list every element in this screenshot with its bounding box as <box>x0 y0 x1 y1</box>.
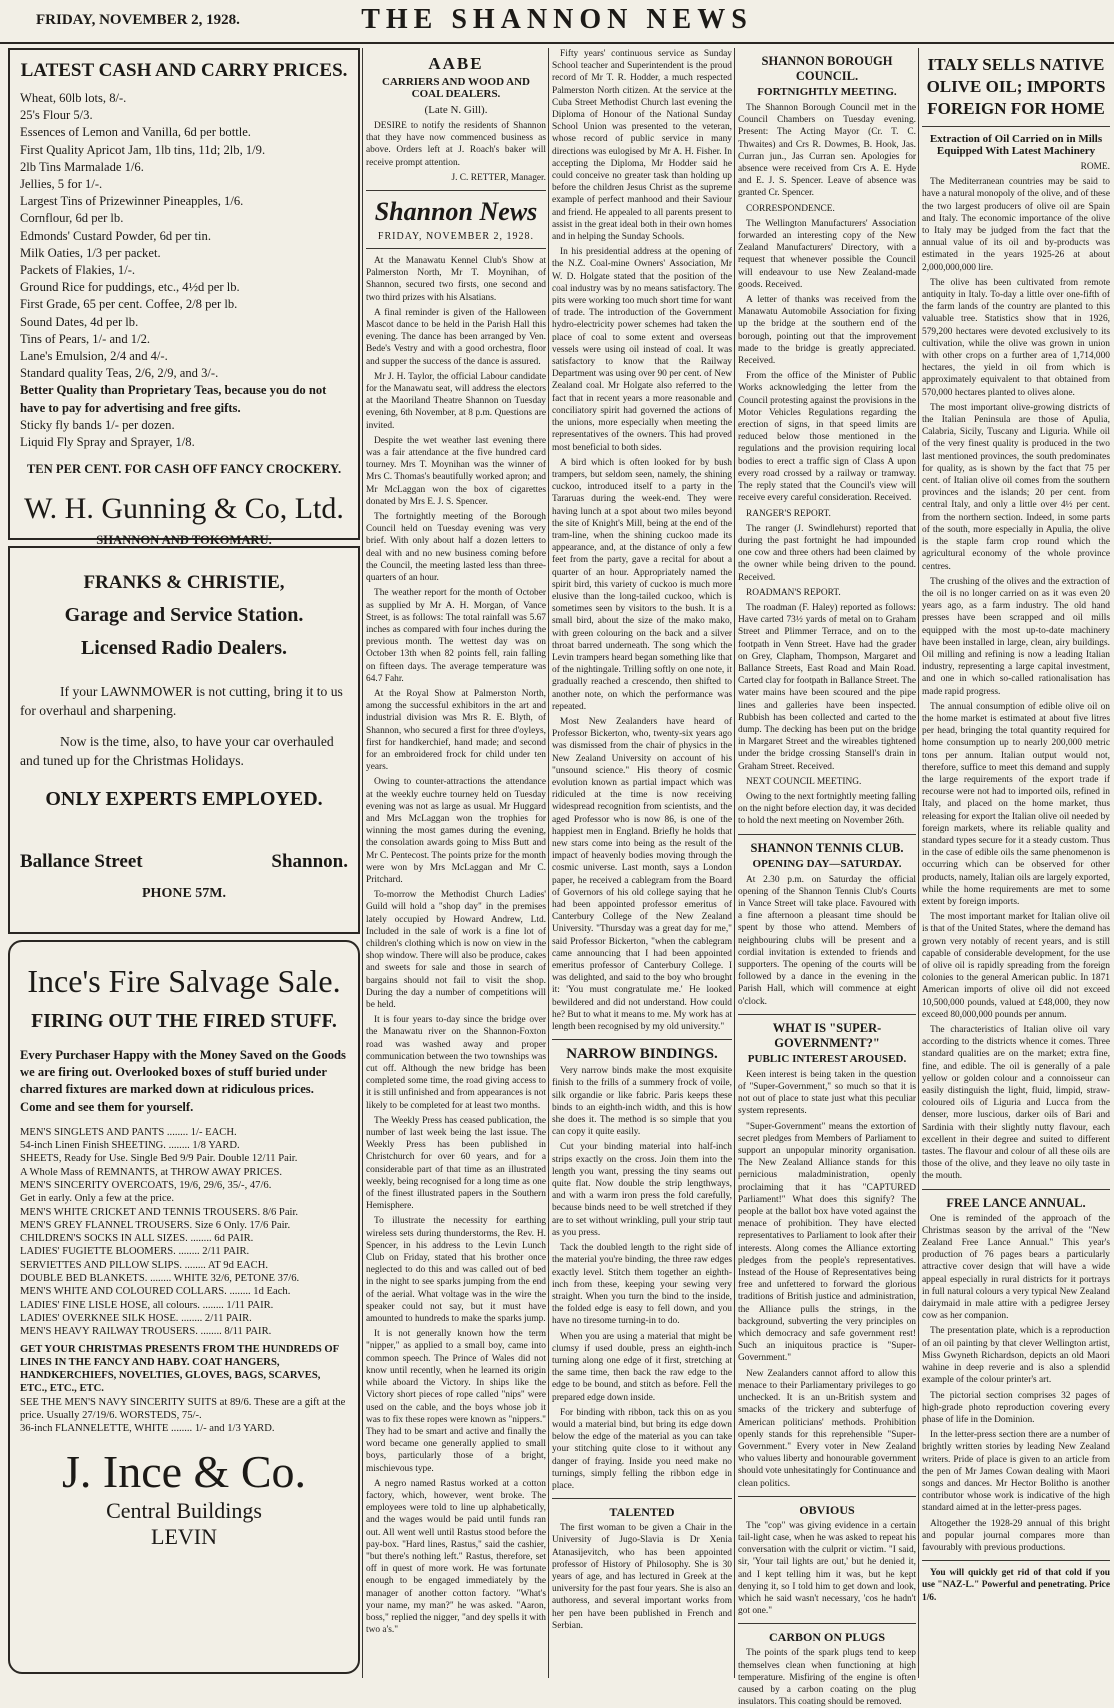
sale-item: MEN'S WHITE CRICKET AND TENNIS TROUSERS. 8/6 Pair. <box>20 1206 299 1218</box>
ad-franks-address <box>20 851 348 873</box>
news-paragraph: CORRESPONDENCE. <box>746 203 835 214</box>
news-paragraph: From the office of the Minister of Public Works acknowledging the letter from the Council protesting against the provisions in the Motor Vehicles Regulations regarding the erection of signs, in that speed limits are reduced below those mentioned in the regulations and the provision requiring local bodies to erect a traffic sign of Class A upon every road crossed by a railway or tramway. The reply stated that the Council's view will receive every careful consideration. Received. <box>738 371 916 504</box>
news-paragraph: Owing to the next fortnightly meeting falling on the night before election day, it was decided to hold the next meeting on November 26th. <box>738 791 916 827</box>
ad-gunning <box>8 48 360 548</box>
aabe-late: (Late N. Gill). <box>424 104 488 116</box>
ad-franks-street: Ballance Street <box>20 851 143 872</box>
col2-paragraphs <box>366 255 546 1636</box>
divider <box>366 248 546 249</box>
column-ads <box>8 48 360 1678</box>
price-line: 2lb Tins Marmalade 1/6. <box>20 159 144 174</box>
price-line: Packets of Flakies, 1/-. <box>20 263 136 278</box>
sale-item: MEN'S WHITE AND COLOURED COLLARS. ........ 1d Each. <box>20 1286 291 1298</box>
news-paragraph: Tack the doubled length to the right side of the material you're binding, the three raw edges exactly level. Stitch them together an eighth-inch from these, keeping your sewing very straight. When you turn the bind to the inside, the folded edge is easy to fell down, and you have no tiresome turning-in to do. <box>552 1243 732 1327</box>
news-paragraph: Cut your binding material into half-inch strips exactly on the cross. Join them into the length you want, pressing the tiny seams out quite flat. Now double the strip lengthways, and with a warm iron press the fold carefully, because binds need to be well stretched if they are to set without wrinkling, pull your strip taut as you press. <box>552 1142 732 1238</box>
tennis-para: At 2.30 p.m. on Saturday the official opening of the Shannon Tennis Club's Courts in Vance Street will take place. Favoured with a fine afternoon a pleasant time should be spent by those who attend. Members of neighbouring clubs will be present and a cordial invitation is extended to friends and supporters. The opening of the courts will be followed by a dance in the evening in the Parish Hall, which will commence at eight o'clock. <box>738 874 916 1007</box>
paper-title: Shannon News <box>374 197 538 227</box>
divider <box>552 1498 732 1499</box>
ad-gunning-price-list-2 <box>20 417 348 451</box>
news-paragraph: The annual consumption of edible olive oil on the home market is estimated at about five litres per head, bringing the total quantity required for home consumption up to nearly 200,000 metric tons per annum. Italian output would not, therefore, suffice to meet this demand and supply the large requirements of the export trade if recourse were not had to imported oils, refined in Italy, and placed on the home market, thus releasing for export the Italian olive oil needed by foreign markets, where its reliable quality and standard types secure for it a steady custom. Thus in the case of edible oils the same phenomenon is occurring which can be observed for other products, namely, Italian oils are largely exported, while the home requirements are met to some extent by foreign imports. <box>922 701 1110 907</box>
divider <box>922 1189 1110 1190</box>
sale-item: MEN'S SINGLETS AND PANTS ........ 1/- EACH. <box>20 1126 237 1138</box>
carbon-title: CARBON ON PLUGS <box>768 1630 885 1645</box>
news-paragraph: The fortnightly meeting of the Borough Council held on Tuesday evening was very brief. With only about half a dozen letters to deal with and no new business coming before the Council, the meeting lasted less than three-quarters of an hour. <box>366 512 546 584</box>
news-paragraph: NEXT COUNCIL MEETING. <box>746 776 862 787</box>
ad-gunning-firm: W. H. Gunning & Co, Ltd. <box>24 492 344 526</box>
news-paragraph: The pictorial section comprises 32 pages of high-grade photo reproduction covering every phase of life in the Dominion. <box>922 1390 1110 1425</box>
divider <box>738 834 916 835</box>
news-paragraph: The weather report for the month of October as supplied by Mr A. H. Morgan, of Vance Street, is as follows: The total rainfall was 5.67 inches as compared with four inches during the previous month. The wettest day was on October 13th when 82 points fell, rain falling on fifteen days. The average temperature was 64.7 Fahr. <box>366 588 546 684</box>
news-paragraph: The olive has been cultivated from remote antiquity in Italy. To-day a little over one-fifth of the farm lands of the country are planted to this valuable tree. Statistics show that in 1926, 579,200 hectares were devoted exclusively to its cultivation, while the olive was grown in union with other crops on a further area of 1,714,000 hectares, the yield in oil from which is approximately equivalent to that obtained from 570,000 hectares planted to olives alone. <box>922 277 1110 398</box>
news-paragraph: At the Royal Show at Palmerston North, among the successful exhibitors in the art and industrial division was Mrs R. E. Blyth, of Shannon, who secured a first for three d'oyleys, first for handkerchief, hand made; and second for an embroidered frock for child under ten years. <box>366 688 546 773</box>
sale-item: SERVIETTES AND PILLOW SLIPS. ........ AT 9d EACH. <box>20 1259 269 1271</box>
ad-ince-sub: FIRING OUT THE FIRED STUFF. <box>31 1010 337 1032</box>
price-line: Milk Oaties, 1/3 per packet. <box>20 245 161 260</box>
news-paragraph: The presentation plate, which is a reproduction of an oil painting by that clever Wellington artist, Miss Gwyneth Richardson, depicts an old Maori wahine in deep reverie and is also a splendid example of the colour printer's art. <box>922 1326 1110 1386</box>
news-paragraph: "Super-Government" means the extortion of secret pledges from Members of Parliament to support an unpopular minority organisation. The New Zealand Alliance stands for this pernicious maladministration, openly proclaiming that it has "CAPTURED Parliament!" What does this signify? The people at the ballot box have voted against the menace of prohibition. They have elected representatives to Parliament to look after their interests. Along comes the Alliance extorting pledges from the people's representatives. Instead of the House of Representatives being free and unfettered to forward the glorious traditions of British justice and administration, the Alliance pulls the strings, in the background, subverting the very principles on which democracy and safe government rest! Such an iniquitous practice is "Super-Government." <box>738 1121 916 1364</box>
news-paragraph: In the letter-press section there are a number of brightly written stories by leading New Zealand writers. Pride of place is given to an article from the pen of Mr James Cowan dealing with Maori songs and dances. Mr Hector Bolitho is another contributor whose work is indicative of the high standard aimed at in the letter-press pages. <box>922 1430 1110 1514</box>
sale-item: LADIES' OVERKNEE SILK HOSE. ........ 2/11 PAIR. <box>20 1312 252 1324</box>
news-paragraph: The crushing of the olives and the extraction of the oil is no longer carried on as it was even 20 years ago, as a farm industry. The old hand presses have been scrapped and oil mills equipped with the most up-to-date machinery have been installed in large, clean, airy buildings. Oil milling and refining is now a leading Italian industry, representing a large capital investment, and one in which so-called rationalisation has made rapid progress. <box>922 576 1110 697</box>
news-paragraph: The Weekly Press has ceased publication, the number of last week being the last issue. The Weekly Press has been published in Christchurch for over 60 years, and for a considerable part of that time as an illustrated weekly, being recognised for a long time as one of the finest illustrated papers in the Southern Hemisphere. <box>366 1115 546 1212</box>
column-2 <box>366 48 546 1678</box>
italy-sub: Extraction of Oil Carried on in Mills Equipped With Latest Machinery <box>929 133 1103 157</box>
price-line: First Quality Apricot Jam, 1lb tins, 11d; 2lb, 1/9. <box>20 142 266 157</box>
price-line: First Grade, 65 per cent. Coffee, 2/8 per lb. <box>20 297 238 312</box>
sale-item: DOUBLE BED BLANKETS. ........ WHITE 32/6, PETONE 37/6. <box>20 1273 300 1285</box>
annual-paragraphs <box>922 1213 1110 1554</box>
news-paragraph: The characteristics of Italian olive oil vary according to the districts whence it comes. Three standard qualities are on the market; extra fine, fine, and edible. The oil is generally of a pale yellow or golden colour and a connoisseur can easily distinguish the light, fluid, limpid, straw-coloured oils of Liguria and Lucca from the denser, more luscious, darker oils of Bari and Sardinia with their slightly nutty flavour, each excellent in their degree and suited to different tastes. The flavour and colour of all these oils are those of the olive, and they leave no oily taste in the mouth. <box>922 1025 1110 1182</box>
news-paragraph: It is four years to-day since the bridge over the Manawatu river on the Shannon-Foxton road was washed away and proper communication between the two townships was cut off. Although the new bridge has been completed some time, the road giving access to it is still unfinished and from appearances is not likely to be completed for at least two months. <box>366 1015 546 1111</box>
column-5 <box>922 48 1110 1678</box>
price-line: Lane's Emulsion, 2/4 and 4/-. <box>20 349 168 364</box>
news-paragraph: A final reminder is given of the Halloween Mascot dance to be held in the Parish Hall this evening. The dance has been arranged by Ven. Bede's Vestry and with a good orchestra, floor and supper the success of the dance is assured. <box>366 307 546 367</box>
sale-item: MEN'S SINCERITY OVERCOATS, 19/6, 29/6, 35/-, 47/6. <box>20 1180 272 1191</box>
ad-ince-items-2 <box>20 1396 348 1436</box>
paper-dateline: FRIDAY, NOVEMBER 2, 1928. <box>377 231 535 243</box>
news-paragraph: The most important market for Italian olive oil is that of the United States, where the demand has grown very notably of recent years, and is still capable of considerable development, for the use of olive oil is rapidly spreading from the foreign colonies to the general American public. In 1871 American imports of olive oil did not exceed 10,500,000 pounds, valued at £48,000, they now exceed 80,000,000 pounds per annum. <box>922 912 1110 1020</box>
italy-place: ROME. <box>1080 162 1110 172</box>
news-paragraph: RANGER'S REPORT. <box>746 508 831 519</box>
news-paragraph: The Wellington Manufacturers' Association forwarded an interesting copy of the New Zealand Manufacturers' Directory, with a request that whenever possible the Council will endeavour to use New Zealand-made goods. Received. <box>738 218 916 290</box>
news-paragraph: Altogether the 1928-29 annual of this bright and popular journal compares more than favourably with previous productions. <box>922 1518 1110 1553</box>
divider <box>738 1014 916 1015</box>
ad-gunning-price-list <box>20 90 348 382</box>
price-line: 25's Flour 5/3. <box>20 108 93 123</box>
news-paragraph: ROADMAN'S REPORT. <box>746 587 841 598</box>
column-3 <box>552 48 732 1678</box>
news-paragraph: The ranger (J. Swindlehurst) reported that during the past fortnight he had impounded one cow and three others had been claimed by the owner while being driven to the pound. Received. <box>738 523 916 583</box>
aabe-sign: J. C. RETTER, Manager. <box>451 172 546 183</box>
narrow-paragraphs <box>552 1065 732 1492</box>
news-paragraph: Very narrow binds make the most exquisite finish to the frills of a summery frock of voile, silk organdie or like fabric. Paris keeps these binds to an eighth-inch width, and this is how she does it. The method is so simple that you can copy it quite easily. <box>552 1066 732 1138</box>
sg-paragraphs <box>738 1069 916 1490</box>
price-line: Cornflour, 6d per lb. <box>20 211 124 226</box>
news-paragraph: Keen interest is being taken in the question of "Super-Government," so much so that it is not out of place to state just what this peculiar system represents. <box>738 1069 916 1117</box>
news-paragraph: One is reminded of the approach of the Christmas season by the arrival of the "New Zealand Free Lance Annual." This year's production of 76 pages bears a particularly attractive cover design that will have a wide appeal especially in rural districts for it portrays in full natural colours a very typical New Zealand dairymaid in male attire with a pedigree Jersey cow as her companion. <box>922 1213 1110 1322</box>
obvious-para: The "cop" was giving evidence in a certain tail-light case, when he was asked to repeat his conversation with the culprit or victim. "I said, sir, 'Your tail lights are out,' but he denied it, and I kept telling him it was, but he kept denying it, so I told him to get down and look, which he said wasn't necessary, 'cos he hadn't got one." <box>738 1520 916 1617</box>
italy-paragraphs <box>922 176 1110 1182</box>
news-paragraph: To-morrow the Methodist Church Ladies' Guild will hold a "shop day" in the premises lately occupied by Howard Andrew, Ltd. Included in the sale of work is a fine lot of children's clothing which is now on view in the shop window. There will also be produce, cakes and sweets for sale and those in search of bargains should not fail to visit the shop. During the day a number of competitions will be held. <box>366 890 546 1010</box>
sale-item: LADIES' FUGIETTE BLOOMERS. ........ 2/11 PAIR. <box>20 1246 250 1258</box>
ad-ince-town: LEVIN <box>151 1523 217 1549</box>
masthead-date: FRIDAY, NOVEMBER 2, 1928. <box>36 12 240 28</box>
news-paragraph: At the Manawatu Kennel Club's Show at Palmerston North, Mr T. Moynihan, of Shannon, secured two firsts, one second and two third prizes with his Alsatians. <box>366 256 546 303</box>
ad-gunning-location: SHANNON AND TOKOMARU. <box>96 533 272 548</box>
obvious-title: OBVIOUS <box>799 1502 855 1517</box>
ad-franks-sub2: Licensed Radio Dealers. <box>80 637 288 659</box>
divider <box>922 1560 1110 1561</box>
narrow-title: NARROW BINDINGS. <box>566 1046 718 1063</box>
news-paragraph: Owing to counter-attractions the attendance at the weekly euchre tourney held on Tuesday evening was not as large as usual. Mr Huggard and Mrs McLaggan won the trophies for winning the most games during the evening, the consolation awards going to Miss Butt and Mr C. Pentecost. The points prize for the month were won by Mrs McLaggan and Mr C. Pritchard. <box>366 777 546 885</box>
ad-ince <box>8 940 360 1674</box>
sale-item: LADIES' FINE LISLE HOSE, all colours. ........ 1/11 PAIR. <box>20 1299 274 1311</box>
price-line: Jellies, 5 for 1/-. <box>20 177 103 192</box>
annual-title: FREE LANCE ANNUAL. <box>946 1195 1086 1210</box>
council-title: SHANNON BOROUGH COUNCIL. <box>761 54 893 83</box>
sale-item: MEN'S HEAVY RAILWAY TROUSERS. ........ 8/11 PAIR. <box>20 1326 272 1338</box>
price-line: Sound Dates, 4d per lb. <box>20 314 139 329</box>
news-paragraph: Mr J. H. Taylor, the official Labour candidate for the Manawatu seat, will address the electors at the Maoriland Theatre Shannon on Tuesday evening, 6th November, at 8 p.m. Questions are invited. <box>366 371 546 431</box>
ad-franks-town: Shannon. <box>271 851 348 872</box>
ad-gunning-discount: TEN PER CENT. FOR CASH OFF FANCY CROCKERY. <box>26 462 342 477</box>
sale-item: 54-inch Linen Finish SHEETING. ........ 1/8 YARD. <box>20 1140 240 1152</box>
sale-item: CHILDREN'S SOCKS IN ALL SIZES. ........ 6d PAIR. <box>20 1233 254 1245</box>
tennis-title: SHANNON TENNIS CLUB. <box>750 840 904 855</box>
col3-paragraphs <box>552 48 732 1033</box>
talented-title: TALENTED <box>609 1505 675 1520</box>
sale-item: 36-inch FLANNELETTE, WHITE ........ 1/- and 1/3 YARD. <box>20 1423 275 1435</box>
sale-item: A Whole Mass of REMNANTS, at THROW AWAY PRICES. <box>20 1166 283 1178</box>
naz-ad: You will quickly get rid of that cold if you use "NAZ-L." Powerful and penetrating. Price 1/6. <box>922 1568 1110 1603</box>
column-rule <box>548 48 549 1678</box>
news-paragraph: New Zealanders cannot afford to allow this menace to their Parliamentary privileges to go unchecked. It is an un-British system and smacks of the trickery and subterfuge of American politicians' methods. Prohibition openly stands for this reprehensible "Super-Government." Every voter in New Zealand who values liberty and honourable government should vote unhesitatingly for Continuance and clean politics. <box>738 1368 916 1489</box>
ad-franks-title: FRANKS & CHRISTIE, <box>83 572 285 593</box>
ad-ince-intro: Every Purchaser Happy with the Money Saved on the Goods we are firing out. Overlooked boxes of stuff buried under charred fixtures are marked down at ridiculous prices. Come and see them for yourself. <box>20 1048 346 1114</box>
news-paragraph: It is not generally known how the term "nipper," as applied to a small boy, came into common speech. The Prince of Wales did not know until recently, when he learned its origin while aboard the Victory. In ships like the Victory short pieces of rope called "nips" were used on the cable, and the boys whose job it was to fix these ropes were known as "nippers." They had to be smart and active and finally the word became one generally applied to small boys, particularly those of a bright, mischievous type. <box>366 1329 546 1474</box>
ad-franks-christie <box>8 546 360 934</box>
price-line: Edmonds' Custard Powder, 6d per tin. <box>20 228 212 243</box>
aabe-body: DESIRE to notify the residents of Shannon that they have now commenced business as above. Orders left at J. Roach's baker will receive prompt attention. <box>366 121 546 168</box>
news-paragraph: The Shannon Borough Council met in the Council Chambers on Tuesday evening. Present: The Acting Mayor (Cr. T. C. Thwaites) and Crs R. Dowmes, B. Hook, Jas. Curran jun., Jas Curran sen. Apologies for absence were received from Crs A. E. Hyde and E. J. S. Spencer. Leave of absence was granted Cr. Spencer. <box>738 103 916 199</box>
council-sub: FORTNIGHTLY MEETING. <box>757 86 897 98</box>
column-4 <box>738 48 916 1708</box>
ad-ince-items <box>20 1126 348 1339</box>
news-paragraph: In his presidential address at the opening of the N.Z. Coal-mine Owners' Association, Mr W. D. Holgate stated that the position of the coal industry was by no means satisfactory. The pits were working too much short time for want of trade. The introduction of the Government hydro-electricity power schemes had taken the place of coal to some extent and overseas vessels were using oil instead of coal. It was satisfactory to know that the Railway Department was using over 90 per cent. of New Zealand coal. Mr Holgate also referred to the fact that in recent years a more reasonable and conciliatory spirit had governed the actions of the unions, more especially when meeting the representatives of the owners. This had proved most beneficial to both sides. <box>552 247 732 453</box>
sale-item: SHEETS, Ready for Use. Single Bed 9/9 Pair. Double 12/11 Pair. <box>20 1153 298 1165</box>
italy-title: ITALY SELLS NATIVE OLIVE OIL; IMPORTS FOREIGN FOR HOME <box>926 55 1106 118</box>
ad-franks-p1: If your LAWNMOWER is not cutting, bring it to us for overhaul and sharpening. <box>20 684 343 718</box>
price-line: Wheat, 60lb lots, 8/-. <box>20 91 127 105</box>
price-line: Essences of Lemon and Vanilla, 6d per bottle. <box>20 125 251 140</box>
divider <box>738 1496 916 1497</box>
news-paragraph: The Mediterranean countries may be said to have a natural monopoly of the olive, and of these the two largest producers of olive oil are Spain and Italy. The economic importance of the olive to Italy may be judged from the fact that the annual value of its oil and by-products was estimated in the years 1925-26 at about 2,000,000,000 lire. <box>922 177 1110 273</box>
sale-item: SEE THE MEN'S NAVY SINCERITY SUITS at 89/6. These are a gift at the price. Usually 27/19/6. WORSTEDS, 75/-. <box>20 1396 346 1422</box>
price-line: Sticky fly bands 1/- per dozen. <box>20 417 175 432</box>
ad-ince-title: Ince's Fire Salvage Sale. <box>27 963 341 999</box>
sg-title: WHAT IS "SUPER-GOVERNMENT?" <box>772 1020 882 1050</box>
ad-ince-firm: J. Ince & Co. <box>61 1445 306 1497</box>
divider <box>738 1623 916 1624</box>
ad-franks-experts: ONLY EXPERTS EMPLOYED. <box>45 788 323 810</box>
ad-franks-phone: PHONE 57M. <box>142 886 226 901</box>
price-line: Ground Rice for puddings, etc., 4½d per lb. <box>20 280 240 295</box>
news-paragraph: The most important olive-growing districts of the Italian Peninsula are those of Apulia, Calabria, Sicily, Tuscany and Liguria. While oil of the very finest quality is produced in the two last mentioned provinces, the south predominates for quality, as is shown by the fact that 75 per cent. of Italian olive oil comes from the southern provinces and the islands; 20 per cent. from central Italy, and only a little over 4½ per cent. from the northern section. Indeed, in some parts of the south, more especially in Apulia, the olive is the staple farm crop round which the agricultural economy of the whole province centres. <box>922 402 1110 572</box>
carbon-para: The points of the spark plugs tend to keep themselves clean when functioning at high temperature. Misfiring of the engine is often caused by a carbon coating on the plug insulators. This coating should be removed. <box>738 1648 916 1708</box>
ad-ince-address: Central Buildings <box>106 1497 262 1523</box>
column-rule <box>918 48 919 1678</box>
ad-franks-p2: Now is the time, also, to have your car overhauled and tuned up for the Christmas Holidays. <box>20 734 334 768</box>
masthead <box>0 0 1114 44</box>
price-line: Standard quality Teas, 2/6, 2/9, and 3/-. <box>20 366 219 381</box>
tennis-sub: OPENING DAY—SATURDAY. <box>752 857 902 870</box>
news-paragraph: A negro named Rastus worked at a cotton factory, which, however, went broke. The employees were told to line up alphabetically, and the wages would be paid until funds ran out. All went well until Rastus stood before the pay-box. "Hard lines, Rastus," said the cashier, "but there's nothing left." Rastus, therefore, set off in quest of more work. He was fortunate enough to be engaged immediately by the manager of another cotton factory. "What's your name, my man?" he was asked. "Aaron, boss," replied the nigger, "and dey spells it with two a's." <box>366 1478 546 1636</box>
news-paragraph: Despite the wet weather last evening there was a fair attendance at the five hundred card tourney. Mrs T. Moynihan was the winner of Mrs C. Thomas's beautifully worked apron; and Mr McLaggan won the box of cigarettes donated by Mrs E. J. S. Spencer. <box>366 435 546 507</box>
sale-item: MEN'S GREY FLANNEL TROUSERS. Size 6 Only. 17/6 Pair. <box>20 1219 291 1231</box>
price-line: Tins of Pears, 1/- and 1/2. <box>20 331 151 346</box>
aabe-sub: CARRIERS AND WOOD AND COAL DEALERS. <box>381 76 530 100</box>
aabe-title: AABE <box>428 54 484 73</box>
sg-sub: PUBLIC INTEREST AROUSED. <box>747 1052 907 1065</box>
ad-ince-xmas: GET YOUR CHRISTMAS PRESENTS FROM THE HUNDREDS OF LINES IN THE FANCY AND HABY. COAT HANGERS, HANDKERCHIEFS, NOVELTIES, GLOVES, BAGS, SCARVES, ETC., ETC., ETC. <box>20 1343 339 1395</box>
news-paragraph: When you are using a material that might be clumsy if used double, press an eighth-inch turning along one edge of it first, stretching at the same time, then back the raw edge to the edge to be bound, and stitch as before. Fell the prepared edge down inside. <box>552 1331 732 1403</box>
divider <box>366 190 546 191</box>
price-line: Largest Tins of Prizewinner Pineapples, 1/6. <box>20 194 244 209</box>
sale-item: Get in early. Only a few at the price. <box>20 1193 175 1205</box>
column-rule <box>734 48 735 1678</box>
news-paragraph: The roadman (F. Haley) reported as follows: Have carted 73½ yards of metal on to Graham Street and Plimmer Terrace, and on to the footpath in Venn Street. Have had the grader on Grey, Clapham, Thompson, Margaret and Ballance Streets, East Road and Main Road. Carted clay for footpath in Ballance Street. The water mains have been scoured and the pipe lines and galleries have been inspected. Rubbish has been collected and carted to the dump. The decking has been put on the bridge in Margaret Street and the wireables tightened under the bridge crossing Stansell's drain in Graham Street. Received. <box>738 602 916 772</box>
news-paragraph: Most New Zealanders have heard of Professor Bickerton, who, twenty-six years ago was dismissed from the chair of physics in the New Zealand University on account of his "unsound science." His theory of cosmic evolution known as partial impact which was ridiculed at the time is now receiving widespread recognition from scientists, and the aged Professor who is now 86, is one of the happiest men in England. Briefly he holds that new stars come into being as the result of the impact of heavenly bodies moving through the cosmic universe. Last month, says a London paper, he received a cablegram from the Board of Governors of his old college saying that he had been appointed professor emeritus of Canterbury College of the New Zealand University. "Thursday was a great day for me," said Professor Bickerton, "when the cablegram came announcing that I had been appointed emeritus professor of Canterbury College. I was delighted, and said to the boy who brought it: 'You must congratulate me.' He looked bewildered and did not understand. How could he? But to what it means to me. My work has at length been recognised by my old university." <box>552 716 732 1033</box>
masthead-title: THE SHANNON NEWS <box>361 4 753 35</box>
news-paragraph: A letter of thanks was received from the Manawatu Automobile Association for fixing up the bridge at the southern end of the borough, pointing out that the improvement made to the bridge is greatly appreciated. Received. <box>738 295 916 367</box>
talented-para: The first woman to be given a Chair in the University of Jugo-Slavia is Dr Xenia Atanasijevitch, who has been appointed professor of History of Philosophy. She is 30 years of age, and has lectured in Greek at the university for the past four years. She is also an authoress, and several important works from her pen have been published in French and Serbian. <box>552 1523 732 1631</box>
news-paragraph: For binding with ribbon, tack this on as you would a material bind, but bring its edge down below the edge of the material as you can take your stitching quite close to it without any danger of fraying. Inside you need make no turnings, simply felling the ribbon edge in place. <box>552 1407 732 1491</box>
column-rule <box>362 48 363 1678</box>
news-paragraph: Fifty years' continuous service as Sunday School teacher and Superintendent is the proud record of Mr T. R. Hodder, a much respected Palmerston North citizen. At the service at the Cuba Street Methodist Church last evening the Diploma of Honour of the National Sunday School Union was presented to the veteran, whose record of public service in many directions was eulogised by Mr A. H. Fisher. In accepting the Diploma, Mr Hodder said he could conceive no greater task than holding up before the children Jesus Christ as the supreme example of perfect manhood and their Saviour and friend. He appealed to all parents present to assist in the great ideal both in their own homes and in helping the Sunday Schools. <box>552 49 732 243</box>
news-paragraph: A bird which is often looked for by bush trampers, but seldom seen, namely, the shining cuckoo, introduced itself to a party in the Tararuas during the week-end. They were having lunch at a spot about two miles beyond the site of Knight's Mill, being at the end of the tram-line, when the shining cuckoo made its appearance, and, at the distance of only a few feet from the party, gave a recital for about a quarter of an hour. Appropriately named the spirit bird, this variety of cuckoo is much more elusive than the long-tailed cuckoo, which is sometimes seen by visitors to the bush. It is a small bird, about the size of the mako mako, with green colouring on the back and a silver throat barred underneath. The song which the Levin trampers heard began something like that of the nightingale. Trilling softly on one note, it gradually reached a crescendo, then shifted to another note, on which the performance was repeated. <box>552 457 732 712</box>
ad-gunning-title: LATEST CASH AND CARRY PRICES. <box>20 60 348 81</box>
council-paragraphs <box>738 102 916 828</box>
ad-gunning-bold-line: Better Quality than Proprietary Teas, because you do not have to pay for advertising and free gifts. <box>20 383 327 415</box>
divider <box>552 1039 732 1040</box>
price-line: Liquid Fly Spray and Sprayer, 1/8. <box>20 435 195 450</box>
ad-franks-sub1: Garage and Service Station. <box>64 604 304 626</box>
news-paragraph: To illustrate the necessity for earthing wireless sets during thunderstorms, the Rev. H. Spencer, in his address to the Levin Lunch Club on Friday, stated that his brother once neglected to do this and was called out of bed in the night to see sparks jumping from the end of the aerial. What voltage was in the wire the speaker could not say, but it must have amounted to hundreds to make the sparks jump. <box>366 1216 546 1325</box>
divider <box>922 126 1110 127</box>
